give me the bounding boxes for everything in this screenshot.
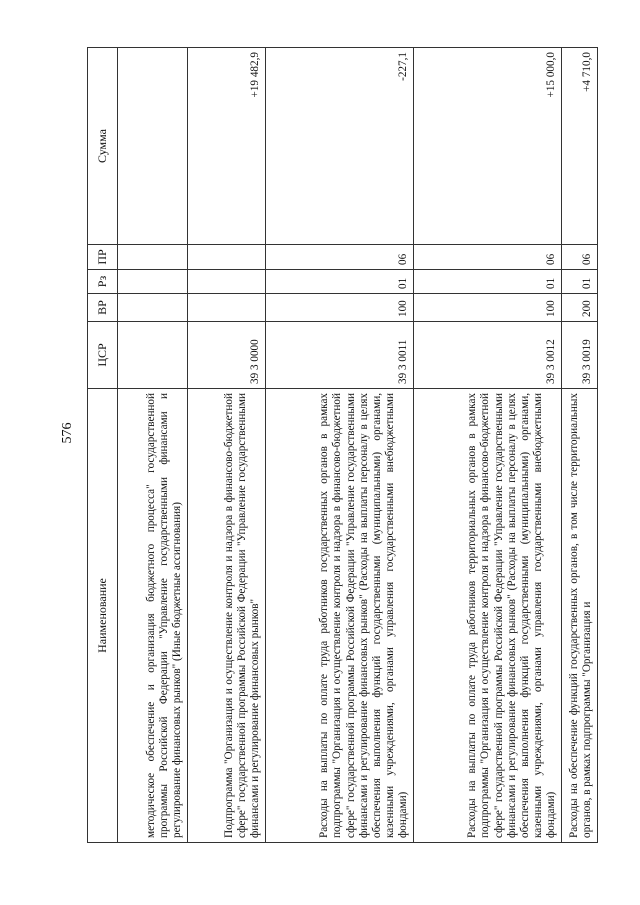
- budget-table-rotated-container: [87, 48, 594, 843]
- row-csr: [118, 322, 188, 389]
- row-rz: 01: [562, 270, 598, 294]
- row-name: методическое обеспечение и организация бюджетного процесса" государственной программы Российской Федерации "Управление государственными финансами и регулирование финансовых рынков" (Иные бюджетные ассигнования): [118, 389, 188, 843]
- table-row: [266, 48, 414, 843]
- row-csr: 39 3 0000: [188, 322, 266, 389]
- row-vr: 100: [414, 294, 562, 322]
- row-name: Расходы на обеспечение функций государственных органов, в том числе территориальных органов, в рамках подпрограммы "Организация и: [562, 389, 598, 843]
- row-rz: 01: [414, 270, 562, 294]
- row-vr: [188, 294, 266, 322]
- row-sum: [118, 48, 188, 245]
- header-sum: Сумма: [88, 48, 118, 245]
- row-name: Расходы на выплаты по оплате труда работников территориальных органов в рамках подпрограммы "Организация и осуществление контроля и надзора в финансово-бюджетной сфере" государственной программы Российской Федерации "Управление государственными финансами и регулирование финансовых рынков" (Расходы на выплаты персоналу в целях обеспечения выполнения функций государственными (муниципальными) органами, казенными учреждениями, органами управления государственными внебюджетными фондами): [414, 389, 562, 843]
- page-number: 576: [60, 422, 75, 444]
- row-vr: 100: [266, 294, 414, 322]
- row-csr: 39 3 0019: [562, 322, 598, 389]
- header-name: Наименование: [88, 389, 118, 843]
- row-sum: +4 710,0: [562, 48, 598, 245]
- table-row: [118, 48, 188, 843]
- row-pr: [188, 245, 266, 270]
- row-rz: 01: [266, 270, 414, 294]
- row-name: Подпрограмма "Организация и осуществление контроля и надзора в финансово-бюджетной сфере" государственной программы Российской Федерации "Управление государственными финансами и регулирование финансовых рынков": [188, 389, 266, 843]
- row-vr: [118, 294, 188, 322]
- header-pr: ПР: [88, 245, 118, 270]
- row-pr: 06: [562, 245, 598, 270]
- table-row: [562, 48, 598, 843]
- row-vr: 200: [562, 294, 598, 322]
- row-sum: +19 482,9: [188, 48, 266, 245]
- row-pr: [118, 245, 188, 270]
- row-sum: +15 000,0: [414, 48, 562, 245]
- row-csr: 39 3 0011: [266, 322, 414, 389]
- row-csr: 39 3 0012: [414, 322, 562, 389]
- header-rz: Рз: [88, 270, 118, 294]
- row-name: Расходы на выплаты по оплате труда работников государственных органов в рамках подпрограммы "Организация и осуществление контроля и надзора в финансово-бюджетной сфере" государственной программы Российской Федерации "Управление государственными финансами и регулирование финансовых рынков" (Расходы на выплаты персоналу в целях обеспечения выполнения функций государственными (муниципальными) органами, казенными учреждениями, органами управления государственными внебюджетными фондами): [266, 389, 414, 843]
- row-rz: [118, 270, 188, 294]
- table-header-row: [88, 48, 118, 843]
- header-csr: ЦСР: [88, 322, 118, 389]
- table-row: [188, 48, 266, 843]
- budget-table: [87, 47, 598, 843]
- header-vr: ВР: [88, 294, 118, 322]
- row-pr: 06: [414, 245, 562, 270]
- row-pr: 06: [266, 245, 414, 270]
- row-rz: [188, 270, 266, 294]
- table-row: [414, 48, 562, 843]
- row-sum: -227,1: [266, 48, 414, 245]
